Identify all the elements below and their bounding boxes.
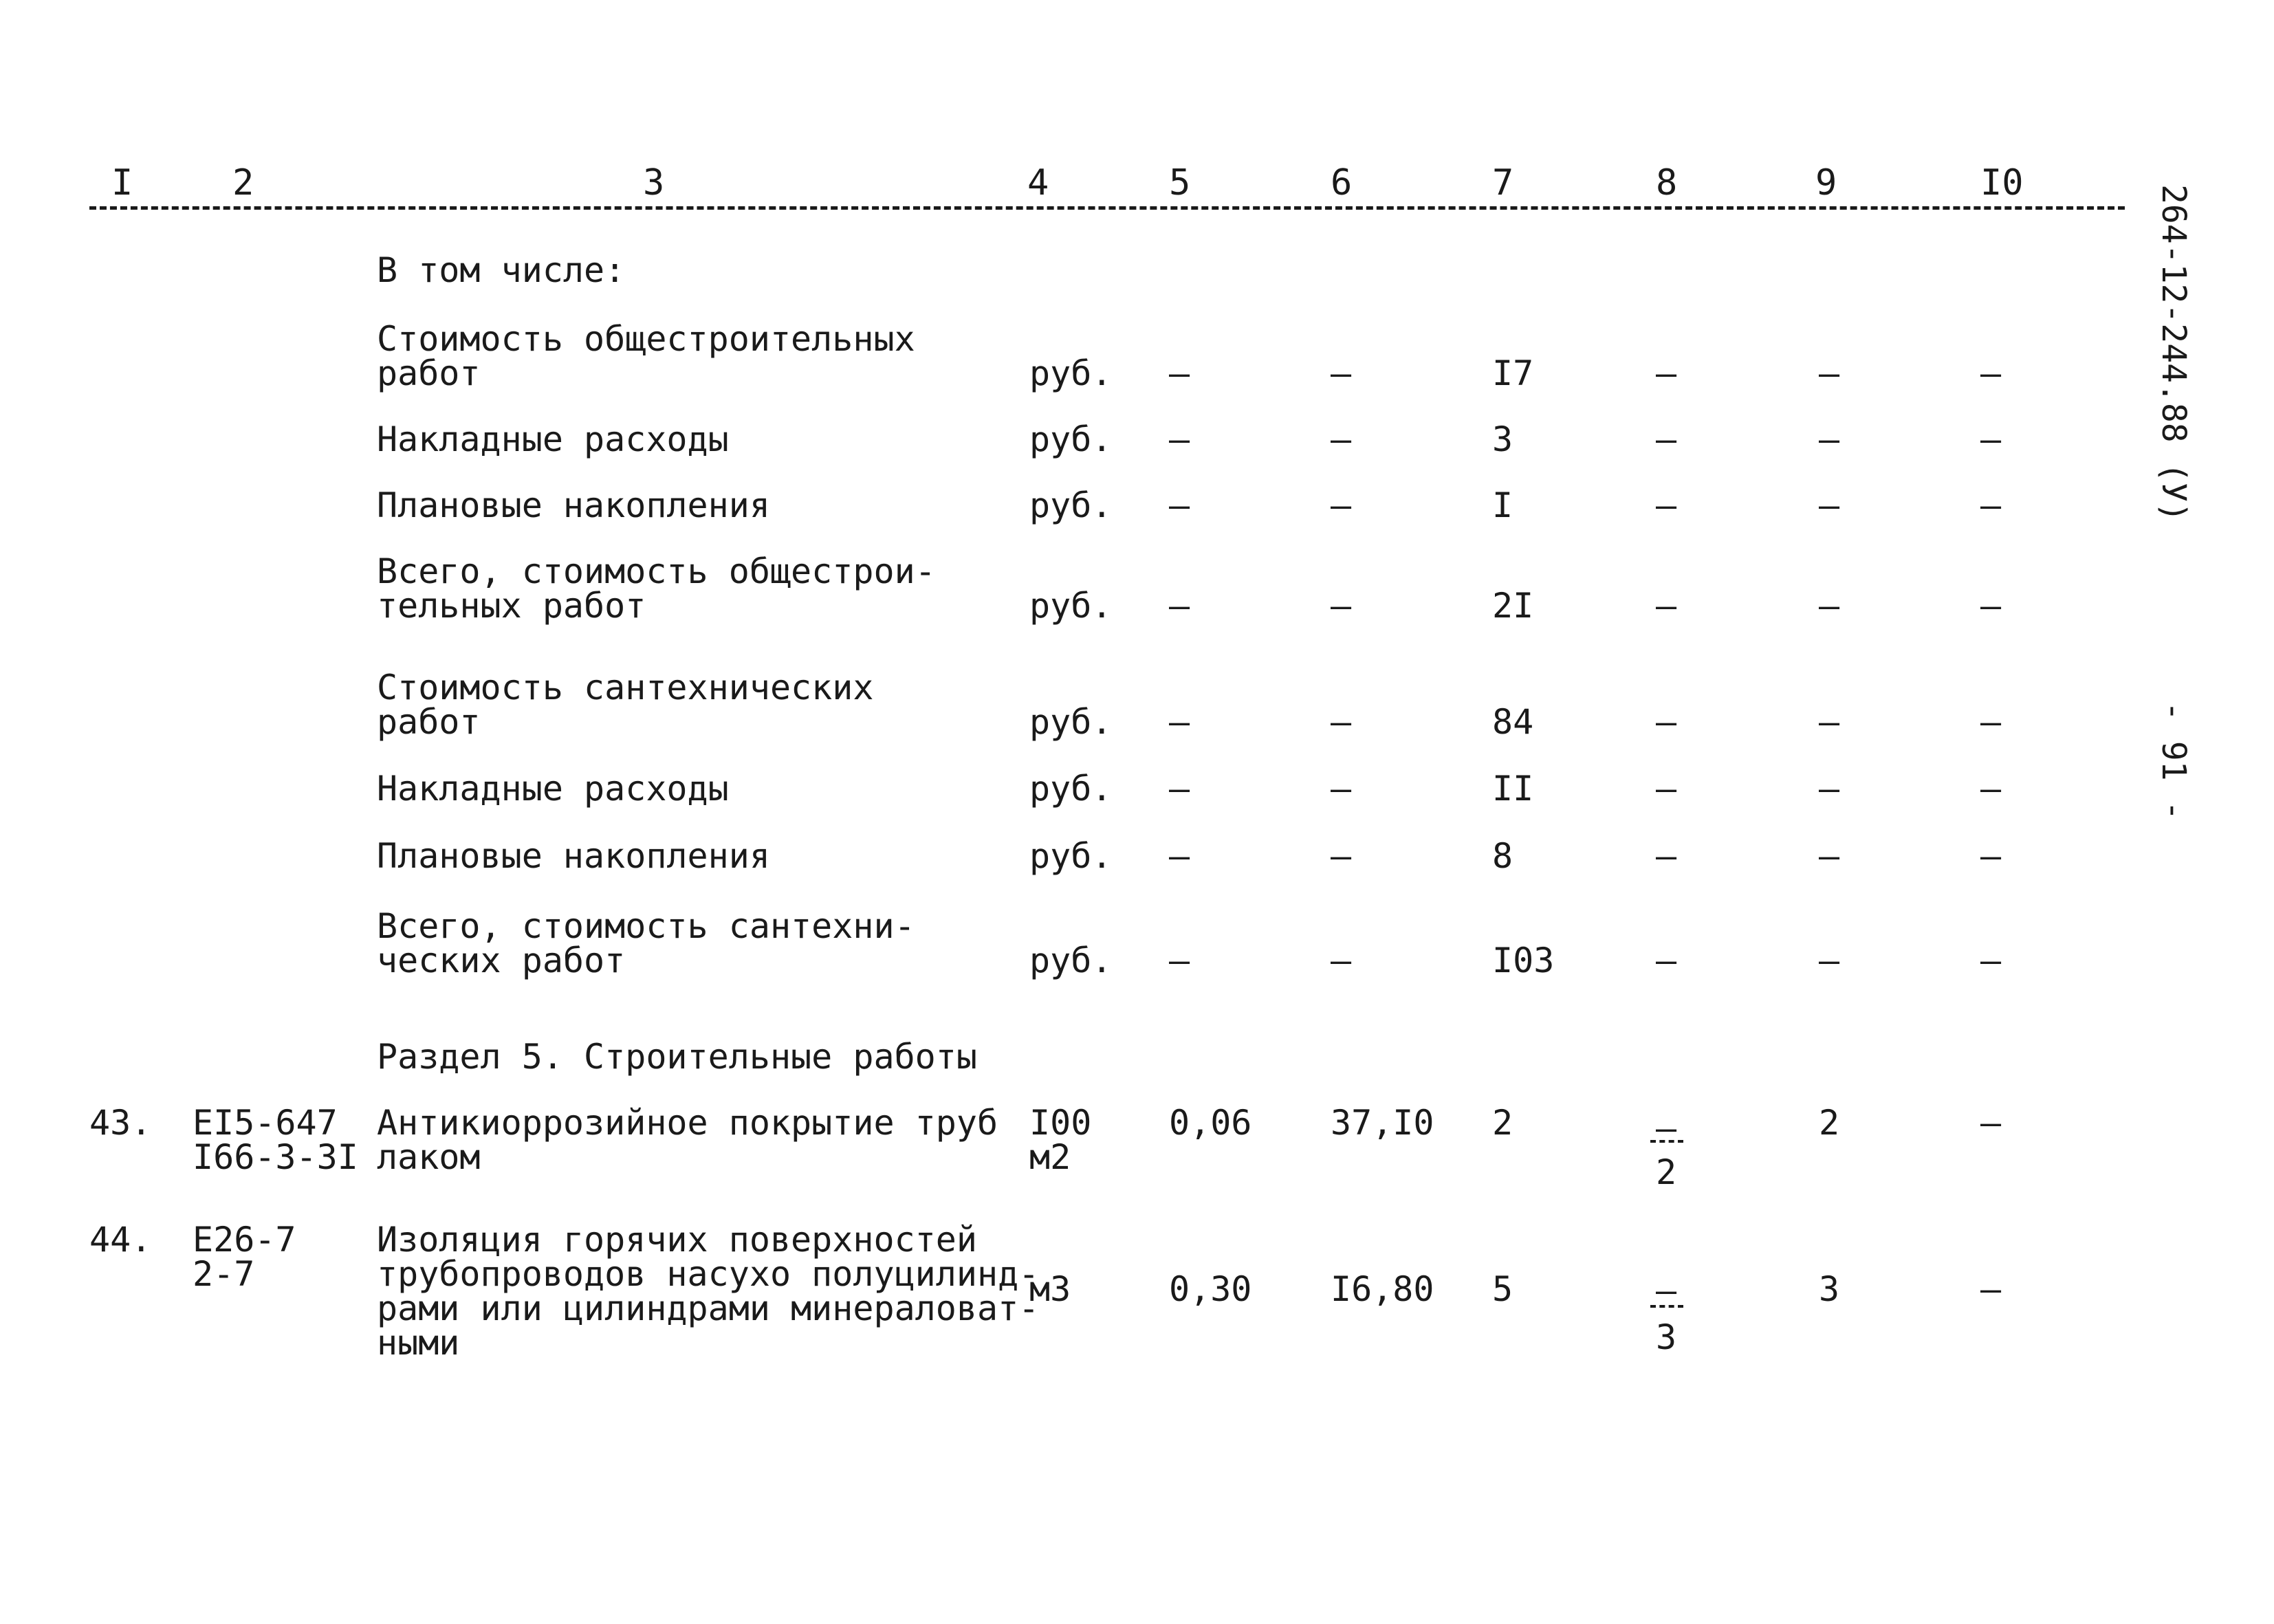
col9-cell: – [1819,836,1840,876]
col5-cell: – [1169,941,1190,980]
col10-cell: – [1980,586,2002,626]
col8-cell: – [1656,702,1677,742]
col7-cell: 3 [1492,419,1513,459]
row-description: Накладные расходы [377,419,729,459]
col6-cell: – [1331,419,1352,459]
col6-cell: – [1331,586,1352,626]
row-description: Плановые накопления [377,836,770,876]
col7-cell: I [1492,485,1513,525]
unit-cell: руб. [1029,419,1113,459]
col5-cell: – [1169,702,1190,742]
unit-cell: руб. [1029,941,1113,980]
unit-cell: руб. [1029,485,1113,525]
col-header-7: 7 [1492,162,1514,204]
col9-cell: – [1819,702,1840,742]
col5-cell: 0,06 [1169,1103,1252,1143]
section-heading: Раздел 5. Строительные работы [377,1037,977,1077]
col8-fraction-line [1650,1140,1683,1143]
col8-cell: – [1656,353,1677,393]
col5-cell: – [1169,485,1190,525]
col9-cell: – [1819,586,1840,626]
row-description: Стоимость сантехнических работ [377,668,874,742]
col8-cell: – [1656,941,1677,980]
unit-cell: руб. [1029,586,1113,626]
col6-cell: – [1331,836,1352,876]
col5-cell: 0,30 [1169,1269,1252,1309]
col10-cell: – [1980,702,2002,742]
col6-cell: I6,80 [1331,1269,1434,1309]
col9-cell: 3 [1819,1269,1840,1309]
unit-cell: руб. [1029,702,1113,742]
col7-cell: 2 [1492,1103,1513,1143]
side-page-number: - 91 - [2154,701,2193,821]
col10-cell: – [1980,419,2002,459]
col8-cell: – [1656,836,1677,876]
side-document-code: 264-12-244.88 (У) [2154,184,2193,523]
col8-cell: – [1656,485,1677,525]
col10-cell: – [1980,941,2002,980]
unit-cell: руб. [1029,836,1113,876]
row-description: Стоимость общестроительных работ [377,319,915,393]
item-code: EI5-647 I66-3-3I [193,1103,358,1177]
col8-bottom-cell: 3 [1656,1317,1677,1357]
item-code: E26-7 2-7 [193,1220,296,1294]
col6-cell: – [1331,702,1352,742]
col-header-1: I [111,162,133,204]
col8-bottom-cell: 2 [1656,1152,1677,1192]
row-description: Антикиоррозийное покрытие труб лаком [377,1103,998,1177]
col-header-9: 9 [1815,162,1837,204]
row-description: Плановые накопления [377,485,770,525]
item-number: 44. [89,1220,152,1260]
col5-cell: – [1169,769,1190,809]
col6-cell: 37,I0 [1331,1103,1434,1143]
col5-cell: – [1169,353,1190,393]
row-description: В том числе: [377,250,626,290]
col9-cell: – [1819,485,1840,525]
col9-cell: 2 [1819,1103,1840,1143]
unit-cell: руб. [1029,353,1113,393]
col8-cell: – [1656,586,1677,626]
col6-cell: – [1331,769,1352,809]
unit-cell: руб. [1029,769,1113,809]
col-header-5: 5 [1169,162,1191,204]
col-header-8: 8 [1656,162,1678,204]
col7-cell: 5 [1492,1269,1513,1309]
unit-cell: м3 [1029,1269,1071,1309]
col10-cell: – [1980,485,2002,525]
col-header-6: 6 [1331,162,1353,204]
col8-top-cell: – [1656,1108,1677,1148]
item-number: 43. [89,1103,152,1143]
col8-cell: – [1656,419,1677,459]
col5-cell: – [1169,586,1190,626]
header-dashed-rule [89,206,2125,210]
row-description: Всего, стоимость сантехни- ческих работ [377,906,915,980]
col7-cell: 2I [1492,586,1534,626]
col8-top-cell: – [1656,1271,1677,1310]
col-header-3: 3 [643,162,665,204]
unit-cell: I00 м2 [1029,1103,1092,1177]
col-header-10: I0 [1980,162,2024,204]
row-description: Накладные расходы [377,769,729,809]
col9-cell: – [1819,941,1840,980]
col5-cell: – [1169,419,1190,459]
col10-cell: – [1980,1103,2002,1143]
col-header-4: 4 [1027,162,1049,204]
col7-cell: 84 [1492,702,1534,742]
col10-cell: – [1980,836,2002,876]
col6-cell: – [1331,485,1352,525]
col9-cell: – [1819,769,1840,809]
col10-cell: – [1980,769,2002,809]
col8-fraction-line [1650,1305,1683,1308]
row-description: Всего, стоимость общестрои- тельных работ [377,551,936,626]
col5-cell: – [1169,836,1190,876]
col10-cell: – [1980,1269,2002,1309]
col6-cell: – [1331,353,1352,393]
col7-cell: II [1492,769,1534,809]
col-header-2: 2 [232,162,254,204]
row-description: Изоляция горячих поверхностей трубопроводов насухо полуцилинд- рами или цилиндрами минераловат- ными [377,1220,1040,1363]
col9-cell: – [1819,353,1840,393]
col10-cell: – [1980,353,2002,393]
col9-cell: – [1819,419,1840,459]
col7-cell: I03 [1492,941,1555,980]
col8-cell: – [1656,769,1677,809]
col7-cell: I7 [1492,353,1534,393]
col6-cell: – [1331,941,1352,980]
col7-cell: 8 [1492,836,1513,876]
